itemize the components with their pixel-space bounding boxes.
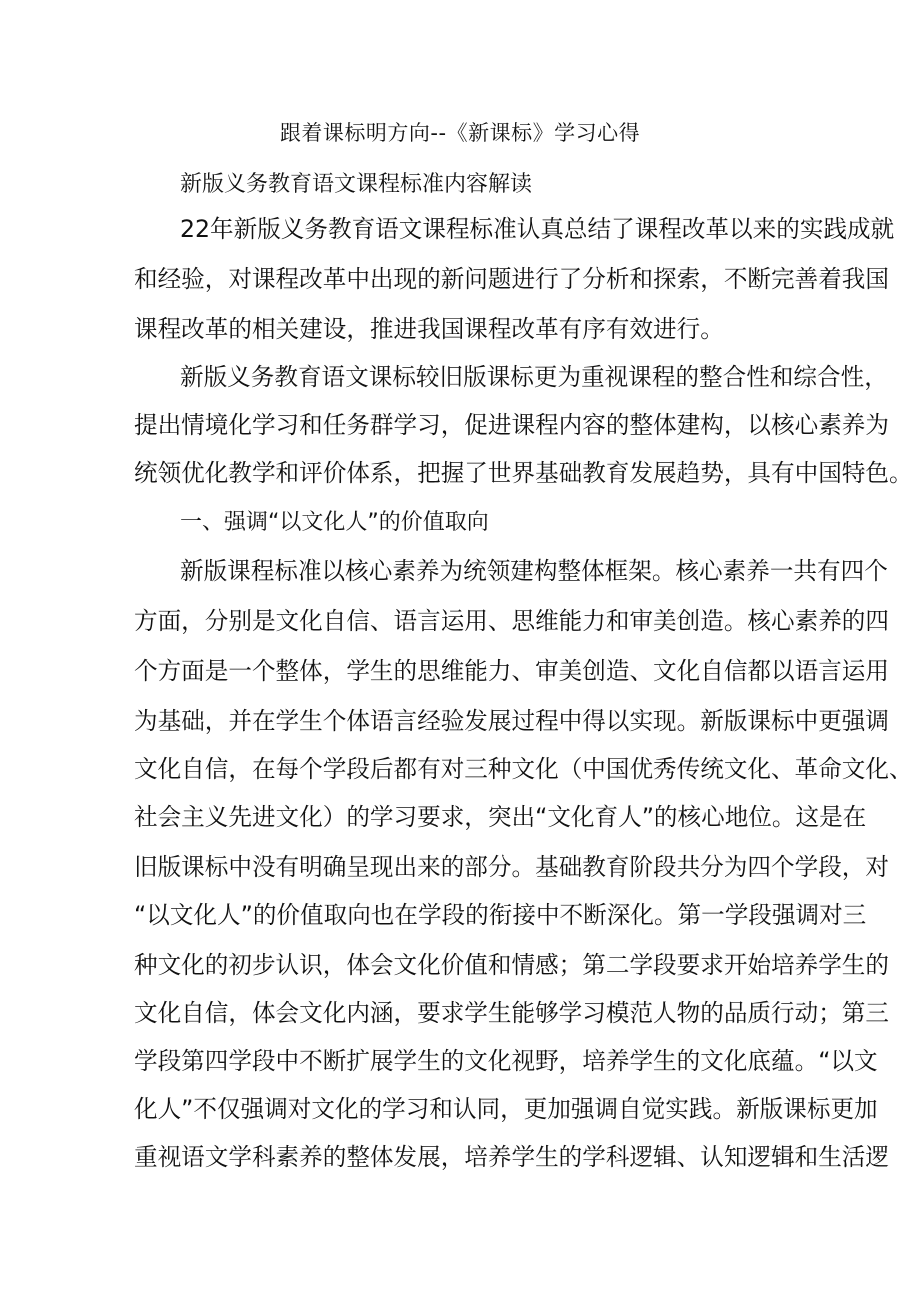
paragraph-line: 社会主义先进文化）的学习要求，突出“文化育人”的核心地位。这是在 bbox=[134, 803, 867, 831]
paragraph-line: 种文化的初步认识，体会文化价值和情感；第二学段要求开始培养学生的 bbox=[134, 951, 889, 979]
paragraph-line: 新版课程标准以核心素养为统领建构整体框架。核心素养一共有四个 bbox=[180, 557, 888, 585]
paragraph-line: “以文化人”的价值取向也在学段的衔接中不断深化。第一学段强调对三 bbox=[134, 901, 867, 929]
paragraph-line: 重视语文学科素养的整体发展，培养学生的学科逻辑、认知逻辑和生活逻 bbox=[134, 1143, 889, 1171]
paragraph-line: 文化自信，体会文化内涵，要求学生能够学习模范人物的品质行动；第三 bbox=[134, 999, 889, 1027]
paragraph-line: 统领优化教学和评价体系，把握了世界基础教育发展趋势，具有中国特色。 bbox=[134, 459, 913, 487]
section-heading: 一、强调“以文化人”的价值取向 bbox=[180, 510, 489, 535]
paragraph-line: 和经验，对课程改革中出现的新问题进行了分析和探索，不断完善着我国 bbox=[134, 265, 889, 293]
paragraph-line: 化人”不仅强调对文化的学习和认同，更加强调自觉实践。新版课标更加 bbox=[134, 1095, 878, 1123]
paragraph-line: 为基础，并在学生个体语言经验发展过程中得以实现。新版课标中更强调 bbox=[134, 707, 889, 735]
paragraph-line: 旧版课标中没有明确呈现出来的部分。基础教育阶段共分为四个学段，对 bbox=[134, 853, 889, 881]
paragraph-line: 22年新版义务教育语文课程标准认真总结了课程改革以来的实践成就 bbox=[180, 215, 895, 243]
paragraph-line: 新版义务教育语文课标较旧版课标更为重视课程的整合性和综合性， bbox=[180, 363, 888, 391]
paragraph-line: 提出情境化学习和任务群学习，促进课程内容的整体建构，以核心素养为 bbox=[134, 411, 889, 439]
paragraph-line: 文化自信，在每个学段后都有对三种文化（中国优秀传统文化、革命文化、 bbox=[134, 755, 913, 783]
document-title: 跟着课标明方向--《新课标》学习心得 bbox=[279, 121, 641, 145]
document-subtitle: 新版义务教育语文课程标准内容解读 bbox=[180, 172, 533, 197]
paragraph-line: 课程改革的相关建设，推进我国课程改革有序有效进行。 bbox=[134, 315, 724, 343]
paragraph-line: 学段第四学段中不断扩展学生的文化视野，培养学生的文化底蕴。“以文 bbox=[134, 1047, 878, 1075]
paragraph-line: 个方面是一个整体，学生的思维能力、审美创造、文化自信都以语言运用 bbox=[134, 657, 889, 685]
paragraph-line: 方面，分别是文化自信、语言运用、思维能力和审美创造。核心素养的四 bbox=[134, 607, 889, 635]
